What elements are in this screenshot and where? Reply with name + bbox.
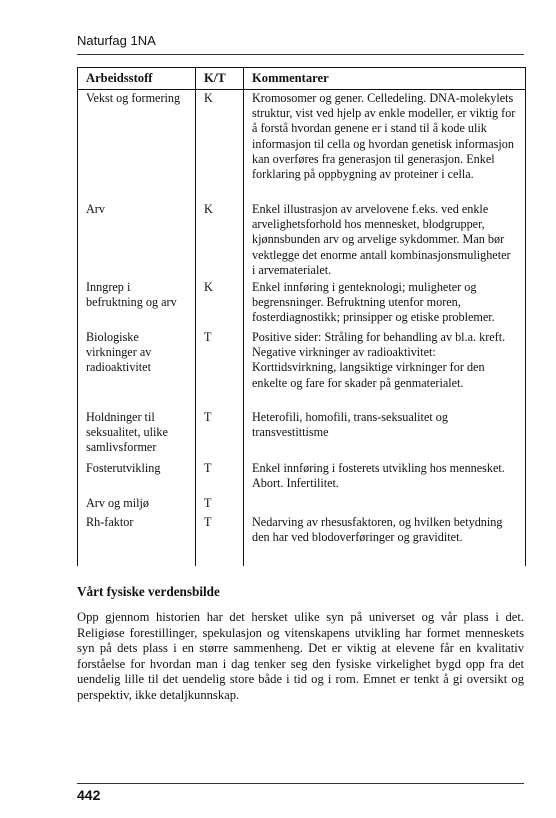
header-row-rule xyxy=(78,89,525,90)
header-rule xyxy=(77,54,524,55)
table-row-comment xyxy=(252,202,516,278)
table-row-topic: Biologiske virkninger av radioaktivitet xyxy=(86,330,152,375)
comment-paragraph: Enkel innføring i genteknologi; muligheter og begrensninger. Befruktning utenfor moren, fosterdiagnostikk; prinsipper og etiske problemer. xyxy=(252,280,495,325)
comment-paragraph: Negative virkninger av radioaktivitet: Korttidsvirkning, langsiktige virkninger for den enkelte og fare for skader på genmaterialet. xyxy=(252,345,485,390)
table-row-kt: T xyxy=(204,515,212,529)
table-row-kt: K xyxy=(204,91,213,105)
comment-paragraph: Heterofili, homofili, trans-seksualitet og transvestittisme xyxy=(252,410,448,440)
table-row-kt: T xyxy=(204,461,212,475)
page-number: 442 xyxy=(77,787,101,803)
table-row-kt: T xyxy=(204,410,212,424)
table-row-kt: T xyxy=(204,496,212,510)
comment-paragraph: Kromosomer og gener. Celledeling. DNA-molekylets struktur, vist ved hjelp av enkle modeller, er viktig for å forstå hvordan genene er i stand til å kode ulik informasjon til cella og hvordan genetisk informasjon kan overføres fra generasjon til generasjon. Enkel forklaring på oppbygning av proteiner i cella. xyxy=(252,91,516,182)
table-row-topic: Arv xyxy=(86,202,105,216)
table-row-comment xyxy=(252,410,516,440)
column-header-kt: K/T xyxy=(204,71,226,85)
table-row-comment xyxy=(252,330,516,391)
comment-paragraph: Enkel illustrasjon av arvelovene f.eks. ved enkle arvelighetsforhold hos mennesket, blodgrupper, kjønnsbunden arv og arvelige sykdommer. Man bør vektlegge det enorme antall kombinasjonsmuligheter i arvematerialet. xyxy=(252,202,511,277)
running-title: Naturfag 1NA xyxy=(77,33,156,48)
table-row-comment xyxy=(252,461,516,491)
table-row-topic: Arv og miljø xyxy=(86,496,149,510)
section-title: Vårt fysiske verdensbilde xyxy=(77,584,220,599)
column-divider xyxy=(243,68,244,566)
comment-paragraph: Positive sider: Stråling for behandling av bl.a. kreft. xyxy=(252,330,506,344)
curriculum-table xyxy=(77,67,526,566)
column-header-topic: Arbeidsstoff xyxy=(86,71,153,85)
table-row-kt: K xyxy=(204,280,213,294)
column-divider xyxy=(195,68,196,566)
table-row-topic: Fosterutvikling xyxy=(86,461,161,475)
table-row-topic: Rh-faktor xyxy=(86,515,134,529)
table-row-comment xyxy=(252,515,516,545)
table-row-comment xyxy=(252,91,516,182)
comment-paragraph: Nedarving av rhesusfaktoren, og hvilken betydning den har ved blodoverføringer og graviditet. xyxy=(252,515,503,545)
column-header-comments: Kommentarer xyxy=(252,71,329,85)
table-row-topic: Vekst og formering xyxy=(86,91,181,105)
table-row-comment xyxy=(252,280,516,326)
table-row-topic: Holdninger til seksualitet, ulike samlivsformer xyxy=(86,410,168,455)
table-row-kt: K xyxy=(204,202,213,216)
table-row-topic: Inngrep i befruktning og arv xyxy=(86,280,177,310)
section-body: Opp gjennom historien har det hersket ulike syn på universet og vår plass i det. Religiøse forestillinger, spekulasjon og vitenskapens utvikling har formet menneskets syn på dets plass i en større sammenheng. Det er viktig at elevene får en kvalitativ forståelse for hvordan man i dag tenker seg den fysiske virkelighet bygd opp fra det uendelig lille til det uendelig store både i tid og i rom. Emnet er tenkt å gi oversikt og perspektiv, ikke detaljkunnskap. xyxy=(77,610,524,702)
table-row-kt: T xyxy=(204,330,212,344)
comment-paragraph: Enkel innføring i fosterets utvikling hos mennesket. Abort. Infertilitet. xyxy=(252,461,505,491)
footer-rule xyxy=(77,783,524,784)
